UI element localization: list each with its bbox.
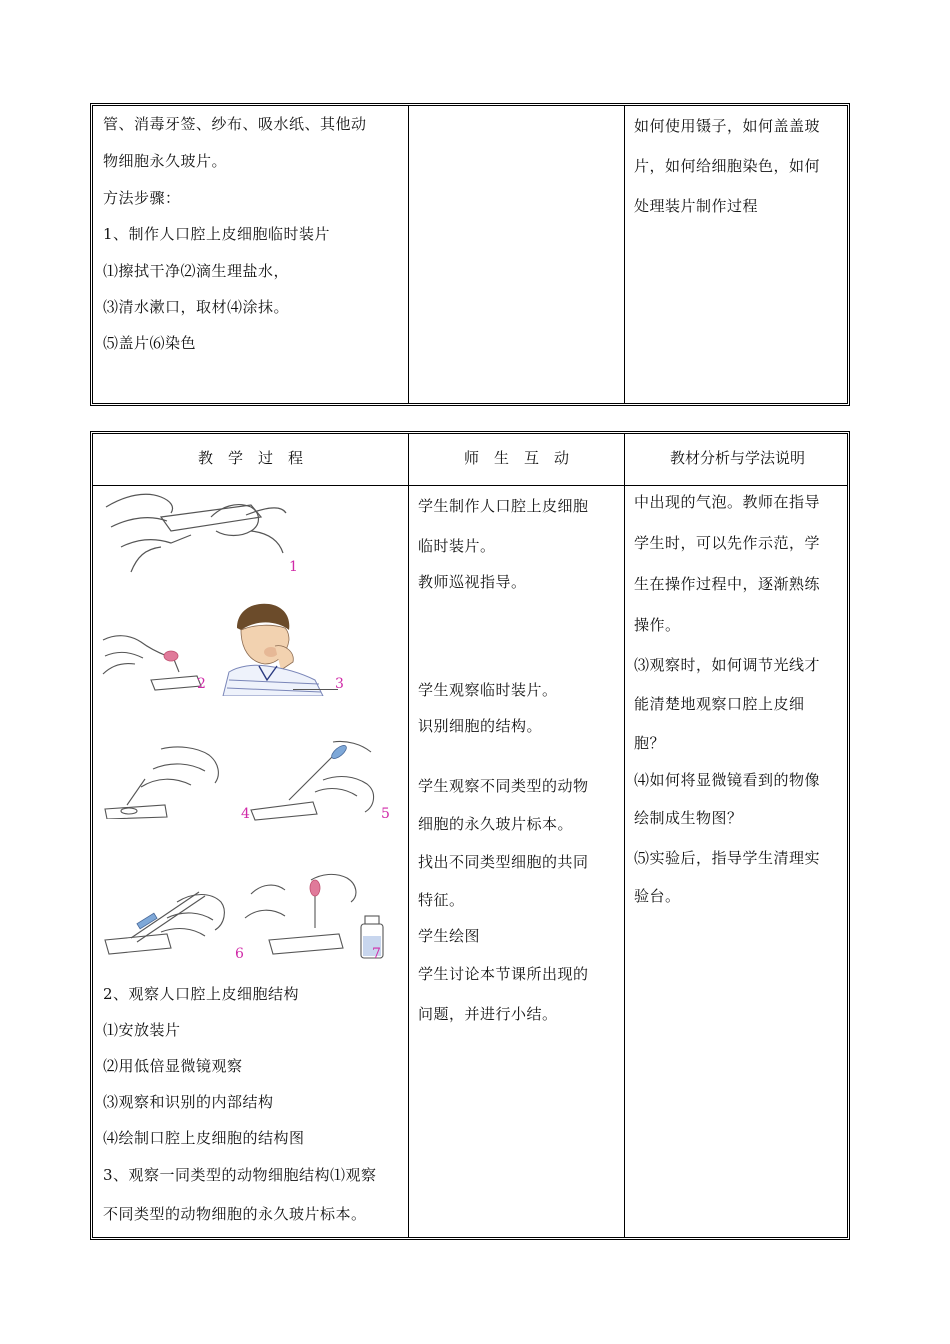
text-line: ⑷如何将显微镜看到的物像 bbox=[634, 771, 821, 789]
text-line: ⑶观察时，如何调节光线才 bbox=[634, 656, 821, 674]
text-line: 中出现的气泡。教师在指导 bbox=[634, 493, 821, 511]
text-line: 能清楚地观察口腔上皮细 bbox=[634, 695, 805, 713]
illustration-cover-slip bbox=[101, 882, 229, 962]
text-line: 临时装片。 bbox=[418, 537, 496, 555]
text-line: 特征。 bbox=[418, 891, 465, 909]
text-line: 管、消毒牙签、纱布、吸水纸、其他动 bbox=[103, 115, 367, 133]
text-line: 物细胞永久玻片。 bbox=[103, 152, 228, 170]
text-line: ⑵用低倍显微镜观察 bbox=[103, 1057, 243, 1075]
text-line: 2、观察人口腔上皮细胞结构 bbox=[103, 985, 300, 1003]
illustration-wipe-slide bbox=[101, 487, 291, 577]
header-analysis: 教材分析与学法说明 bbox=[669, 449, 805, 467]
text-line: 教师巡视指导。 bbox=[418, 573, 527, 591]
text-line: 识别细胞的结构。 bbox=[418, 717, 543, 735]
text-line: 验台。 bbox=[634, 887, 681, 905]
figure-number: 7 bbox=[372, 946, 381, 962]
text-line: 不同类型的动物细胞的永久玻片标本。 bbox=[103, 1205, 367, 1223]
main-col2-group2 bbox=[418, 672, 620, 744]
top-col1-content bbox=[103, 106, 403, 361]
table-main bbox=[90, 431, 850, 1240]
column-divider bbox=[624, 434, 625, 1237]
text-line: 细胞的永久玻片标本。 bbox=[418, 815, 574, 833]
text-line: 3、观察一同类型的动物细胞结构⑴观察 bbox=[103, 1166, 377, 1184]
figure-number: 3 bbox=[335, 676, 344, 692]
figure-number: 4 bbox=[241, 806, 250, 822]
column-divider bbox=[408, 434, 409, 1237]
figure-number: 6 bbox=[235, 946, 244, 962]
text-line: 胞？ bbox=[634, 734, 666, 752]
text-line: 学生讨论本节课所出现的 bbox=[418, 965, 589, 983]
figure-number: 1 bbox=[289, 559, 298, 575]
text-line: 找出不同类型细胞的共同 bbox=[418, 853, 589, 871]
text-line: ⑴安放装片 bbox=[103, 1021, 181, 1039]
text-line: 学生观察临时装片。 bbox=[418, 681, 558, 699]
top-col3-content bbox=[634, 106, 844, 226]
table-top bbox=[90, 103, 850, 406]
column-divider bbox=[624, 106, 625, 403]
illustration-drop-saline bbox=[101, 630, 211, 696]
header-interaction: 师 生 互 动 bbox=[463, 449, 569, 467]
text-line: ⑶清水漱口，取材⑷涂抹。 bbox=[103, 298, 290, 316]
illustration-dropper bbox=[243, 740, 379, 822]
illustration-smear bbox=[101, 739, 226, 819]
text-line: 问题，并进行小结。 bbox=[418, 1005, 558, 1023]
main-col1-steps bbox=[103, 976, 405, 1234]
text-line: 处理装片制作过程 bbox=[634, 197, 759, 215]
figure-number: 5 bbox=[381, 806, 390, 822]
illustration-boy-rinsing bbox=[219, 600, 339, 696]
text-line: 学生制作人口腔上皮细胞 bbox=[418, 497, 589, 515]
illustration-staining bbox=[241, 870, 391, 964]
main-col3-content bbox=[634, 482, 844, 914]
text-line: 绘制成生物图？ bbox=[634, 809, 743, 827]
text-line: 生在操作过程中，逐渐熟练 bbox=[634, 575, 821, 593]
main-col2-group3 bbox=[418, 766, 620, 1034]
text-line: 1、制作人口腔上皮细胞临时装片 bbox=[103, 225, 331, 243]
text-line: ⑷绘制口腔上皮细胞的结构图 bbox=[103, 1129, 305, 1147]
text-line: 如何使用镊子，如何盖盖玻 bbox=[634, 117, 821, 135]
main-col2-group1 bbox=[418, 486, 620, 598]
text-line: ⑸实验后，指导学生清理实 bbox=[634, 849, 821, 867]
text-line: 学生绘图 bbox=[418, 927, 481, 945]
text-line: 操作。 bbox=[634, 616, 681, 634]
text-line: 方法步骤： bbox=[103, 189, 181, 207]
figure-number: 2 bbox=[197, 676, 206, 692]
column-divider bbox=[408, 106, 409, 403]
text-line: ⑸盖片⑹染色 bbox=[103, 334, 197, 352]
text-line: ⑴擦拭干净⑵滴生理盐水， bbox=[103, 262, 290, 280]
text-line: ⑶观察和识别的内部结构 bbox=[103, 1093, 274, 1111]
text-line: 学生观察不同类型的动物 bbox=[418, 777, 589, 795]
header-teaching-process: 教 学 过 程 bbox=[197, 449, 303, 467]
text-line: 片，如何给细胞染色，如何 bbox=[634, 157, 821, 175]
baseline-line bbox=[293, 689, 338, 690]
text-line: 学生时，可以先作示范，学 bbox=[634, 534, 821, 552]
